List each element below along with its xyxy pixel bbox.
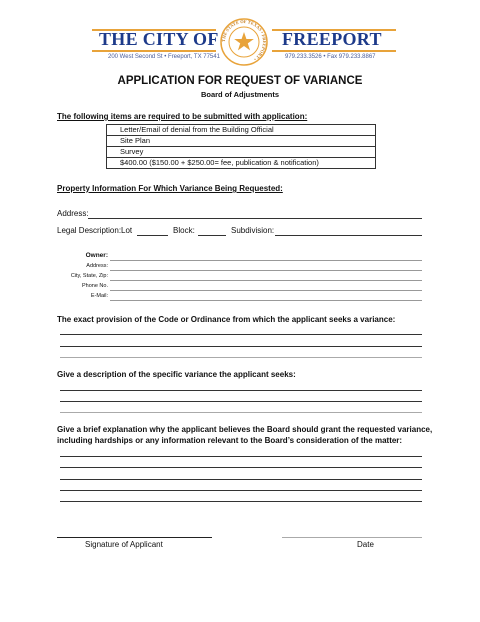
subdivision-label: Subdivision:	[231, 226, 275, 235]
legal-description-label: Legal Description:	[57, 226, 122, 235]
answer-line[interactable]	[60, 346, 422, 347]
requirement-item: $400.00 ($150.00 + $250.00= fee, publication & notification)	[107, 158, 376, 169]
city-state-zip-field[interactable]	[110, 280, 422, 281]
owner-address-label: Address:	[86, 263, 108, 269]
date-label: Date	[357, 540, 374, 549]
phone-field[interactable]	[110, 290, 422, 291]
answer-line[interactable]	[60, 501, 422, 502]
lot-label: Lot	[121, 226, 133, 235]
requirements-heading: The following items are required to be submitted with application:	[57, 112, 308, 121]
email-field[interactable]	[110, 300, 422, 301]
city-state-zip-label: City, State, Zip:	[70, 273, 108, 279]
city-phone-fax: 979.233.3526 • Fax 979.233.8867	[285, 54, 376, 60]
email-label: E-Mail:	[90, 293, 108, 299]
owner-field[interactable]	[110, 260, 422, 261]
requirement-item: Survey	[107, 147, 376, 158]
requirements-table	[106, 124, 376, 169]
address-field[interactable]	[88, 218, 422, 219]
date-field[interactable]	[282, 537, 422, 538]
owner-label: Owner:	[85, 252, 108, 259]
city-seal-icon	[219, 17, 269, 67]
lot-field[interactable]	[137, 235, 168, 236]
answer-line[interactable]	[60, 479, 422, 480]
answer-line[interactable]	[60, 357, 422, 358]
page-title: APPLICATION FOR REQUEST OF VARIANCE	[117, 75, 363, 87]
justification-question-line2: including hardships or any information relevant to the Board’s consideration of the matter:	[57, 436, 403, 445]
variance-description-question: Give a description of the specific variance the applicant seeks:	[57, 370, 296, 379]
block-field[interactable]	[198, 235, 226, 236]
applicant-signature-label: Signature of Applicant	[85, 540, 163, 549]
answer-line[interactable]	[60, 401, 422, 402]
answer-line[interactable]	[60, 390, 422, 391]
property-heading: Property Information For Which Variance Being Requested:	[57, 184, 283, 193]
subdivision-field[interactable]	[275, 235, 422, 236]
answer-line[interactable]	[60, 412, 422, 413]
applicant-signature-field[interactable]	[57, 537, 212, 538]
answer-line[interactable]	[60, 490, 422, 491]
answer-line[interactable]	[60, 456, 422, 457]
city-name-left: THE CITY OF	[99, 29, 219, 49]
phone-label: Phone No.	[82, 283, 108, 289]
block-label: Block:	[173, 226, 195, 235]
answer-line[interactable]	[60, 467, 422, 468]
city-name-right: FREEPORT	[282, 29, 382, 49]
answer-line[interactable]	[60, 334, 422, 335]
page-subtitle: Board of Adjustments	[200, 90, 280, 99]
code-provision-question: The exact provision of the Code or Ordinance from which the applicant seeks a variance:	[57, 315, 396, 324]
letterhead-rule-bottom-left	[92, 50, 216, 52]
requirement-item: Site Plan	[107, 136, 376, 147]
address-label: Address:	[57, 209, 89, 218]
seal-text: THE STATE OF TEXAS • FREEPORT •	[220, 18, 268, 62]
requirement-item: Letter/Email of denial from the Building Official	[107, 125, 376, 136]
letterhead-rule-bottom-right	[272, 50, 396, 52]
city-address: 200 West Second St • Freeport, TX 77541	[108, 54, 220, 60]
owner-address-field[interactable]	[110, 270, 422, 271]
justification-question-line1: Give a brief explanation why the applicant believes the Board should grant the requested variance,	[57, 425, 433, 434]
